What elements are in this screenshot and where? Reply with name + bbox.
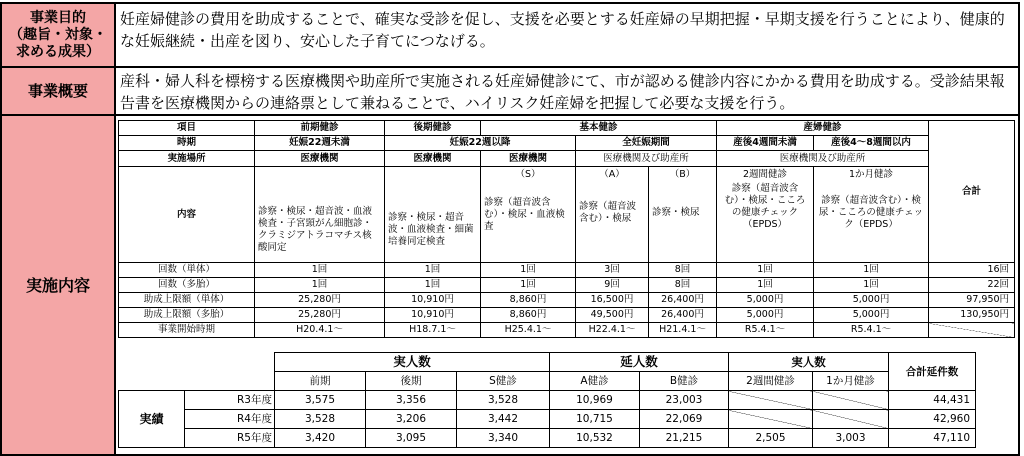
detail-cell: 25,280円 — [255, 308, 385, 323]
detail-cell: H25.4.1～ — [481, 323, 576, 338]
content-s-cell — [481, 167, 576, 263]
results-col-s: S健診 — [457, 372, 550, 391]
detail-row-label: 回数（単体） — [119, 263, 255, 278]
detail-cell: R5.4.1～ — [814, 323, 929, 338]
detail-cell: 16回 — [929, 263, 1015, 278]
results-total-header: 合計延件数 — [889, 353, 976, 391]
place-label: 実施場所 — [119, 151, 255, 167]
detail-cell: 25,280円 — [255, 293, 385, 308]
place-ab: 医療機関及び助産所 — [576, 151, 717, 167]
purpose-row — [0, 2, 1020, 68]
results-cell: 3,420 — [275, 429, 366, 448]
place-pp: 医療機関及び助産所 — [717, 151, 929, 167]
content-2w: 診察（超音波含む）・検尿・こころの健康チェック（EPDS） — [724, 183, 806, 230]
results-cell: 3,356 — [366, 391, 457, 410]
results-cell — [729, 410, 813, 429]
detail-cell: H21.4.1～ — [649, 323, 717, 338]
detail-cell: 5,000円 — [814, 308, 929, 323]
period-late: 妊娠22週以降 — [385, 136, 576, 151]
detail-cell: 10,910円 — [385, 308, 481, 323]
content-1m-cell — [814, 167, 929, 263]
detail-row-label: 回数（多胎） — [119, 278, 255, 293]
detail-cell: 1回 — [385, 278, 481, 293]
results-table — [118, 352, 976, 448]
detail-table — [118, 120, 1015, 338]
detail-cell: 8,860円 — [481, 293, 576, 308]
results-col-2w: 2週間健診 — [729, 372, 813, 391]
detail-cell: H20.4.1～ — [255, 323, 385, 338]
results-col-late: 後期 — [366, 372, 457, 391]
sub-1m: 1か月健診 — [849, 169, 894, 180]
results-cell: 10,532 — [550, 429, 640, 448]
detail-row-label: 事業開始時期 — [119, 323, 255, 338]
results-cell: 3,095 — [366, 429, 457, 448]
header-late: 後期健診 — [385, 121, 481, 136]
detail-cell: R5.4.1～ — [717, 323, 814, 338]
detail-cell: 1回 — [481, 263, 576, 278]
results-cell: 3,575 — [275, 391, 366, 410]
detail-cell: 1回 — [717, 278, 814, 293]
results-col-a: A健診 — [550, 372, 640, 391]
purpose-text: 妊産婦健診の費用を助成することで、確実な受診を促し、支援を必要とする妊産婦の早期把握・早期支援を行うことにより、健康的な妊娠継続・出産を図り、安心した子育てにつなげる。 — [120, 10, 1005, 50]
detail-row — [119, 263, 1015, 278]
results-cell — [813, 410, 889, 429]
period-pp1: 産後4週間未満 — [717, 136, 814, 151]
overview-text: 産科・婦人科を標榜する医療機関や助産所で実施される妊産婦健診にて、市が認める健診内容にかかる費用を助成する。受診結果報告書を医療機関からの連絡票として兼ねることで、ハイリスク妊産婦を把握して必要な支援を行う。 — [120, 72, 1005, 112]
header-postpartum: 産婦健診 — [717, 121, 929, 136]
detail-row-label: 助成上限額（単体） — [119, 293, 255, 308]
results-corner — [119, 353, 275, 391]
header-early: 前期健診 — [255, 121, 385, 136]
detail-cell: H22.4.1～ — [576, 323, 649, 338]
detail-cell: 26,400円 — [649, 308, 717, 323]
detail-cell: 5,000円 — [717, 308, 814, 323]
detail-cell: 9回 — [576, 278, 649, 293]
detail-cell: 8回 — [649, 263, 717, 278]
detail-cell: 97,950円 — [929, 293, 1015, 308]
detail-cell: 26,400円 — [649, 293, 717, 308]
results-col-1m: 1か月健診 — [813, 372, 889, 391]
results-cell: 21,215 — [640, 429, 729, 448]
detail-cell: 1回 — [717, 263, 814, 278]
header-item: 項目 — [119, 121, 255, 136]
results-cell: 3,442 — [457, 410, 550, 429]
content-a-cell — [576, 167, 649, 263]
sub-s: （S） — [515, 169, 541, 180]
results-cell: 47,110 — [889, 429, 976, 448]
overview-label: 事業概要 — [2, 68, 116, 114]
content-label: 内容 — [119, 167, 255, 263]
detail-cell: 22回 — [929, 278, 1015, 293]
detail-row — [119, 323, 1015, 338]
results-row — [119, 429, 976, 448]
results-real-header: 実人数 — [275, 353, 550, 372]
total-header: 合計 — [929, 121, 1015, 263]
detail-cell: 1回 — [255, 263, 385, 278]
results-real2-header: 実人数 — [729, 353, 889, 372]
content-b-cell — [649, 167, 717, 263]
detail-cell: 1回 — [385, 263, 481, 278]
results-cell: 10,969 — [550, 391, 640, 410]
detail-cell: 8回 — [649, 278, 717, 293]
results-row — [119, 410, 976, 429]
sub-2w: 2週間健診 — [743, 169, 788, 180]
content-s: 診察（超音波含む）・検尿・血液検査 — [484, 197, 565, 232]
content-1m: 診察（超音波含む）・検尿・こころの健康チェック（EPDS） — [818, 195, 924, 230]
detail-cell: 1回 — [481, 278, 576, 293]
detail-cell: 1回 — [814, 278, 929, 293]
detail-cell: 5,000円 — [717, 293, 814, 308]
results-cell: 3,528 — [275, 410, 366, 429]
results-label: 実績 — [119, 391, 185, 448]
content-b: 診察・検尿 — [652, 207, 700, 218]
place-s: 医療機関 — [481, 151, 576, 167]
purpose-label: 事業目的 （趣旨・対象・ 求める成果） — [2, 4, 116, 66]
period-early: 妊娠22週未満 — [255, 136, 385, 151]
detail-cell: 3回 — [576, 263, 649, 278]
results-cell: 3,340 — [457, 429, 550, 448]
sub-b: （B） — [669, 169, 696, 180]
detail-cell: 8,860円 — [481, 308, 576, 323]
results-cell: 3,528 — [457, 391, 550, 410]
detail-cell: 16,500円 — [576, 293, 649, 308]
header-basic: 基本健診 — [481, 121, 717, 136]
place-early: 医療機関 — [255, 151, 385, 167]
detail-cell: 1回 — [814, 263, 929, 278]
results-cell: 42,960 — [889, 410, 976, 429]
period-pp2: 産後4～8週間以内 — [814, 136, 929, 151]
detail-row-label: 助成上限額（多胎） — [119, 308, 255, 323]
results-cell: 2,505 — [729, 429, 813, 448]
content-early: 診察・検尿・超音波・血液検査・子宮頸がん細胞診・クラミジアトラコマチス核酸同定 — [255, 167, 385, 263]
detail-cell: 10,910円 — [385, 293, 481, 308]
period-all: 全妊娠期間 — [576, 136, 717, 151]
results-cell: 22,069 — [640, 410, 729, 429]
implementation-label: 実施内容 — [2, 116, 116, 454]
content-2w-cell — [717, 167, 814, 263]
results-cell — [813, 391, 889, 410]
results-cell: 3,003 — [813, 429, 889, 448]
results-cell — [729, 391, 813, 410]
place-late: 医療機関 — [385, 151, 481, 167]
results-cell: 23,003 — [640, 391, 729, 410]
detail-cell: 5,000円 — [814, 293, 929, 308]
results-col-b: B健診 — [640, 372, 729, 391]
detail-row — [119, 308, 1015, 323]
detail-row — [119, 293, 1015, 308]
results-year: R4年度 — [185, 410, 275, 429]
detail-cell — [929, 323, 1015, 338]
detail-cell: H18.7.1～ — [385, 323, 481, 338]
detail-cell: 130,950円 — [929, 308, 1015, 323]
results-year: R3年度 — [185, 391, 275, 410]
results-cell: 10,715 — [550, 410, 640, 429]
results-cell: 44,431 — [889, 391, 976, 410]
detail-cell: 1回 — [255, 278, 385, 293]
detail-row — [119, 278, 1015, 293]
period-label: 時期 — [119, 136, 255, 151]
overview-row — [0, 66, 1020, 116]
results-cell: 3,206 — [366, 410, 457, 429]
results-row — [119, 391, 976, 410]
detail-cell: 49,500円 — [576, 308, 649, 323]
results-ext-header: 延人数 — [550, 353, 729, 372]
content-late: 診察・検尿・超音波・血液検査・細菌培養同定検査 — [385, 167, 481, 263]
content-a: 診察（超音波含む）・検尿 — [579, 201, 637, 224]
sub-a: （A） — [599, 169, 625, 180]
results-col-early: 前期 — [275, 372, 366, 391]
results-year: R5年度 — [185, 429, 275, 448]
